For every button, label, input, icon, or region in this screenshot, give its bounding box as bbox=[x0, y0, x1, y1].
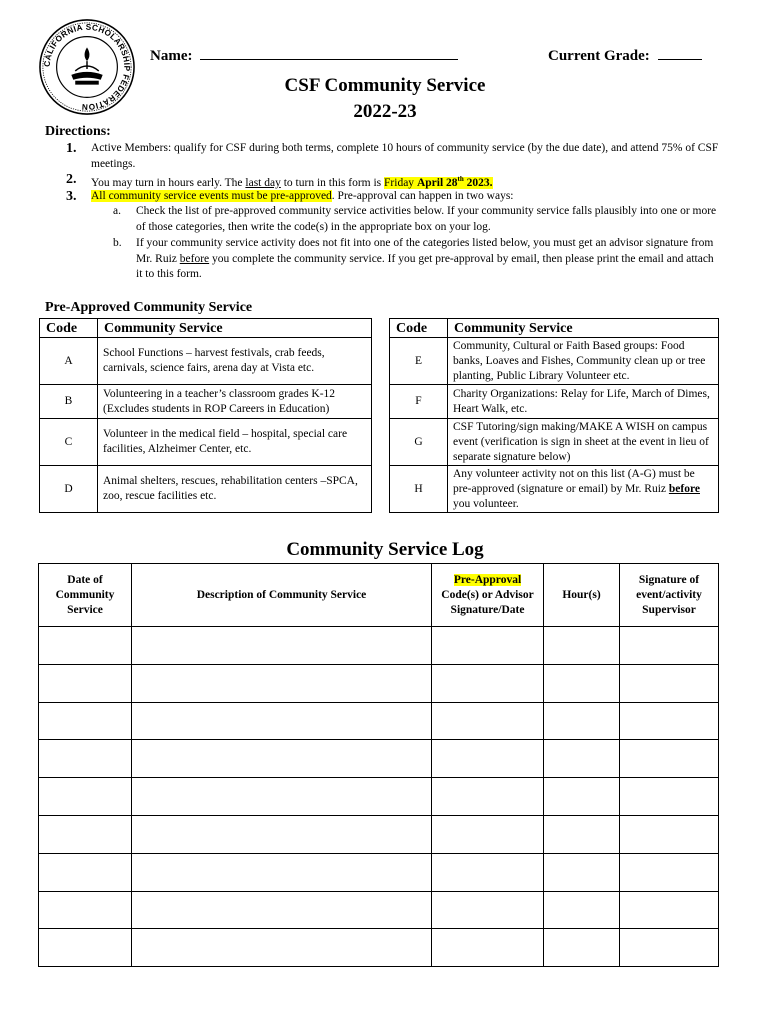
log-cell-description[interactable] bbox=[132, 929, 432, 967]
log-cell-date[interactable] bbox=[39, 891, 132, 929]
log-cell-date[interactable] bbox=[39, 664, 132, 702]
log-row bbox=[39, 815, 719, 853]
log-cell-hours[interactable] bbox=[544, 664, 620, 702]
log-cell-preapproval[interactable] bbox=[432, 702, 544, 740]
service-f: Charity Organizations: Relay for Life, March of Dimes, Heart Walk, etc. bbox=[448, 385, 719, 419]
col-date: Date of Community Service bbox=[39, 564, 132, 627]
log-cell-description[interactable] bbox=[132, 702, 432, 740]
code-f: F bbox=[390, 385, 448, 419]
log-cell-description[interactable] bbox=[132, 853, 432, 891]
log-cell-signature[interactable] bbox=[620, 740, 719, 778]
log-cell-description[interactable] bbox=[132, 627, 432, 665]
direction-1: Active Members: qualify for CSF during both terms, complete 10 hours of community service (by the due date), and attend 75% of CSF meetings. bbox=[91, 142, 719, 170]
log-cell-hours[interactable] bbox=[544, 740, 620, 778]
log-cell-hours[interactable] bbox=[544, 853, 620, 891]
log-cell-signature[interactable] bbox=[620, 778, 719, 816]
page-year: 2022-23 bbox=[353, 101, 417, 122]
code-d: D bbox=[40, 466, 98, 513]
name-label: Name: bbox=[150, 48, 193, 64]
code-b: B bbox=[40, 385, 98, 419]
service-a: School Functions – harvest festivals, crab feeds, carnivals, science fairs, arena day at Vista etc. bbox=[98, 338, 372, 385]
grade-field[interactable] bbox=[658, 47, 702, 60]
sub-letter-a: a. bbox=[113, 205, 121, 217]
direction-3: All community service events must be pre-approved. Pre-approval can happen in two ways: bbox=[91, 190, 514, 202]
log-cell-signature[interactable] bbox=[620, 891, 719, 929]
log-cell-date[interactable] bbox=[39, 853, 132, 891]
col-code: Code bbox=[40, 319, 98, 338]
col-description: Description of Community Service bbox=[132, 564, 432, 627]
direction-2: You may turn in hours early. The last day to turn in this form is Friday April 28th 2023. bbox=[91, 175, 493, 189]
log-cell-hours[interactable] bbox=[544, 627, 620, 665]
code-h: H bbox=[390, 466, 448, 513]
log-title: Community Service Log bbox=[286, 539, 484, 560]
code-c: C bbox=[40, 419, 98, 466]
service-g: CSF Tutoring/sign making/MAKE A WISH on campus event (verification is sign in sheet at the event in lieu of separate signature below) bbox=[448, 419, 719, 466]
log-cell-preapproval[interactable] bbox=[432, 778, 544, 816]
grade-label: Current Grade: bbox=[548, 48, 650, 64]
log-cell-preapproval[interactable] bbox=[432, 891, 544, 929]
log-cell-hours[interactable] bbox=[544, 891, 620, 929]
service-e: Community, Cultural or Faith Based groups: Food banks, Loaves and Fishes, Community clean up or tree planting, Public Library Volunteer etc. bbox=[448, 338, 719, 385]
log-row bbox=[39, 891, 719, 929]
code-g: G bbox=[390, 419, 448, 466]
col-code: Code bbox=[390, 319, 448, 338]
preapproved-table-left bbox=[39, 318, 372, 513]
code-e: E bbox=[390, 338, 448, 385]
log-cell-preapproval[interactable] bbox=[432, 929, 544, 967]
log-cell-signature[interactable] bbox=[620, 815, 719, 853]
direction-number-3: 3. bbox=[66, 189, 77, 204]
log-cell-preapproval[interactable] bbox=[432, 740, 544, 778]
direction-number-1: 1. bbox=[66, 141, 77, 156]
log-cell-signature[interactable] bbox=[620, 929, 719, 967]
log-row bbox=[39, 627, 719, 665]
service-b: Volunteering in a teacher’s classroom grades K-12 (Excludes students in ROP Careers in Education) bbox=[98, 385, 372, 419]
log-row bbox=[39, 702, 719, 740]
log-cell-signature[interactable] bbox=[620, 702, 719, 740]
log-cell-preapproval[interactable] bbox=[432, 627, 544, 665]
log-cell-signature[interactable] bbox=[620, 627, 719, 665]
log-row bbox=[39, 778, 719, 816]
log-cell-hours[interactable] bbox=[544, 929, 620, 967]
log-cell-date[interactable] bbox=[39, 929, 132, 967]
log-cell-date[interactable] bbox=[39, 740, 132, 778]
col-service: Community Service bbox=[98, 319, 372, 338]
log-cell-description[interactable] bbox=[132, 815, 432, 853]
log-cell-hours[interactable] bbox=[544, 702, 620, 740]
log-cell-preapproval[interactable] bbox=[432, 815, 544, 853]
directions-heading: Directions: bbox=[45, 124, 111, 139]
log-cell-preapproval[interactable] bbox=[432, 853, 544, 891]
service-h: Any volunteer activity not on this list (A-G) must be pre-approved (signature or email) by Mr. Ruiz before you volunteer. bbox=[448, 466, 719, 513]
log-cell-date[interactable] bbox=[39, 815, 132, 853]
log-cell-description[interactable] bbox=[132, 740, 432, 778]
log-cell-signature[interactable] bbox=[620, 664, 719, 702]
service-c: Volunteer in the medical field – hospital, special care facilities, Alzheimer Center, etc. bbox=[98, 419, 372, 466]
log-row bbox=[39, 853, 719, 891]
log-cell-hours[interactable] bbox=[544, 815, 620, 853]
direction-3b: If your community service activity does not fit into one of the categories listed below, you must get an advisor signature from Mr. Ruiz before you complete the community service. If you get pre-approval by email, then please print the email and attach it to this form. bbox=[136, 237, 714, 280]
log-cell-date[interactable] bbox=[39, 702, 132, 740]
code-a: A bbox=[40, 338, 98, 385]
sub-letter-b: b. bbox=[113, 237, 122, 249]
log-cell-description[interactable] bbox=[132, 778, 432, 816]
log-row bbox=[39, 740, 719, 778]
log-cell-hours[interactable] bbox=[544, 778, 620, 816]
log-row bbox=[39, 929, 719, 967]
log-cell-date[interactable] bbox=[39, 778, 132, 816]
service-d: Animal shelters, rescues, rehabilitation centers –SPCA, zoo, rescue facilities etc. bbox=[98, 466, 372, 513]
log-cell-description[interactable] bbox=[132, 664, 432, 702]
col-preapproval: Pre-Approval Code(s) or Advisor Signature/Date bbox=[432, 564, 544, 627]
log-cell-description[interactable] bbox=[132, 891, 432, 929]
direction-3a: Check the list of pre-approved community service activities below. If your community service falls plausibly into one or more of those categories, then write the code(s) in the appropriate box on your log. bbox=[136, 205, 717, 233]
name-field[interactable] bbox=[200, 47, 458, 60]
col-service: Community Service bbox=[448, 319, 719, 338]
seal-text: CALIFORNIA SCHOLARSHIP FEDERATION bbox=[42, 22, 132, 112]
log-cell-preapproval[interactable] bbox=[432, 664, 544, 702]
community-service-log bbox=[38, 563, 719, 967]
preapproval-highlight: All community service events must be pre-approved bbox=[91, 190, 332, 202]
page-title: CSF Community Service bbox=[284, 75, 486, 96]
log-cell-date[interactable] bbox=[39, 627, 132, 665]
col-hours: Hour(s) bbox=[544, 564, 620, 627]
due-date-highlight: Friday April 28th 2023. bbox=[384, 175, 493, 189]
preapproved-heading: Pre-Approved Community Service bbox=[45, 300, 253, 315]
col-signature: Signature of event/activity Supervisor bbox=[620, 564, 719, 627]
preapproved-table-right bbox=[389, 318, 719, 513]
log-cell-signature[interactable] bbox=[620, 853, 719, 891]
log-row bbox=[39, 664, 719, 702]
direction-number-2: 2. bbox=[66, 172, 77, 187]
